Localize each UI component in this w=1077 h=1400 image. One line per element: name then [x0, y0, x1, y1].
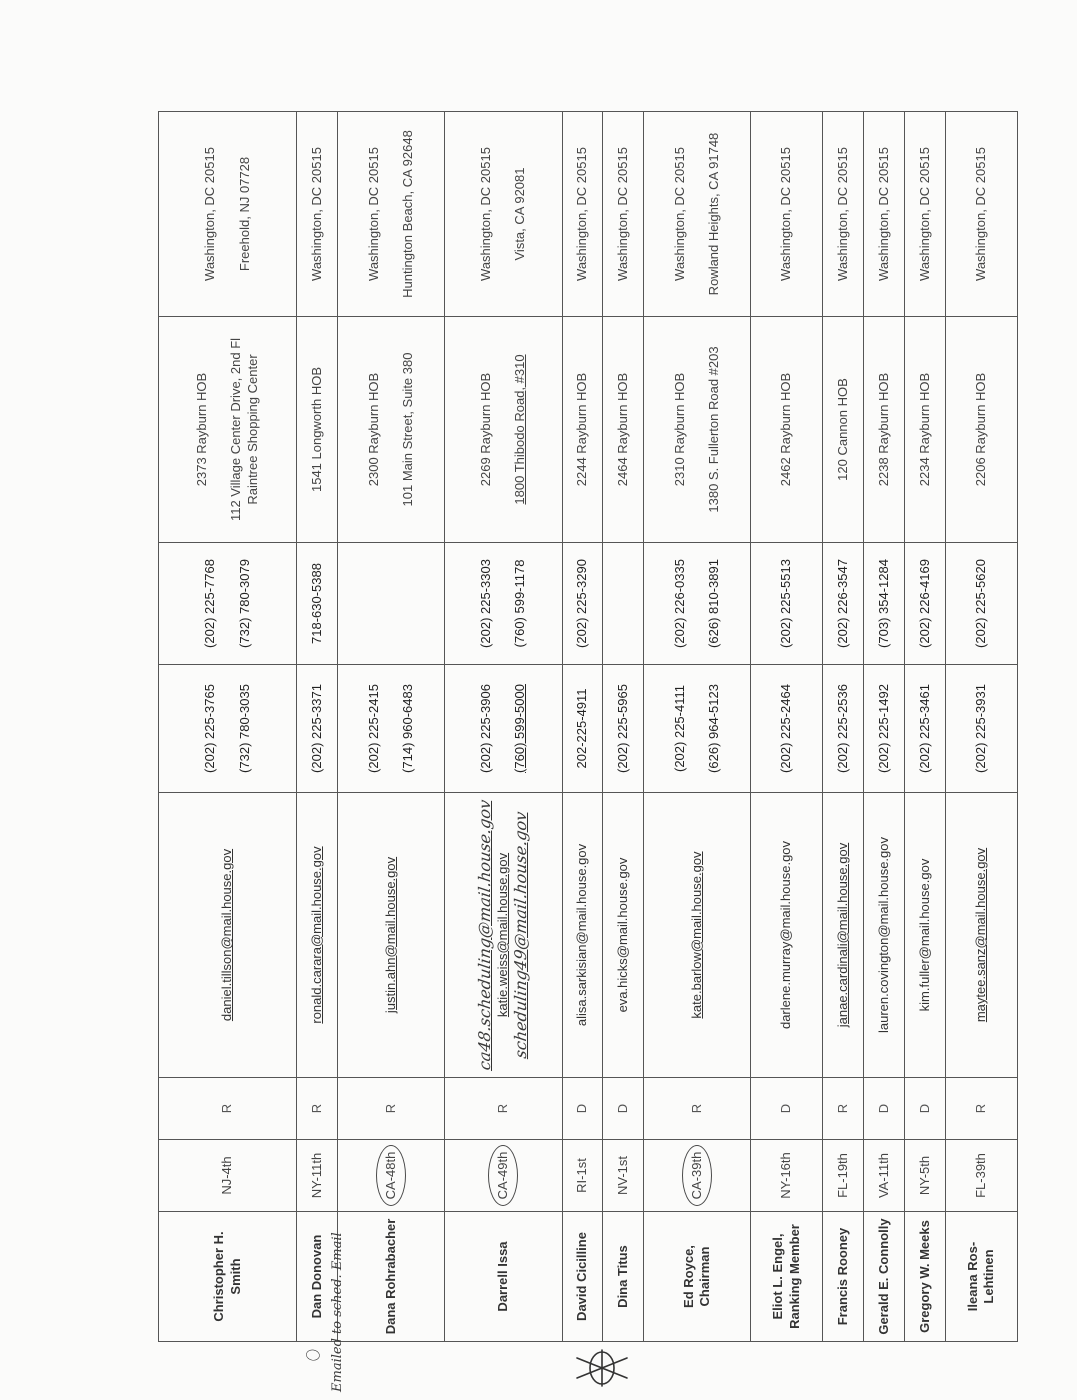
- phone-cell: (202) 225-3461: [904, 665, 945, 793]
- district-city: Vista, CA 92081: [512, 167, 528, 261]
- phone-cell: (202) 225-3371: [297, 665, 338, 793]
- roster-body: [159, 112, 1018, 1342]
- dc-address: 2269 Rayburn HOB: [477, 372, 493, 487]
- email-link[interactable]: justin.ahn@mail.house.gov: [382, 856, 398, 1014]
- phone-cell: 202-225-4911: [562, 665, 603, 793]
- district-address: 112 Village Center Drive, 2nd Fl Raintree Shopping Center: [228, 337, 260, 522]
- address-cell: [337, 317, 444, 543]
- member-name: Dina Titus: [603, 1212, 644, 1342]
- circled-initials-mark: [306, 1349, 321, 1361]
- rotated-table-wrapper: [158, 112, 1018, 1342]
- city-cell: Washington, DC 20515: [864, 112, 905, 317]
- district-circled: CA-39th: [682, 1145, 712, 1207]
- dc-phone: (202) 225-3906: [477, 684, 493, 773]
- district-circled: CA-49th: [488, 1145, 518, 1207]
- member-name: Darrell Issa: [444, 1212, 562, 1342]
- phone-cell: (202) 225-3931: [945, 665, 1017, 793]
- dc-phone: (202) 225-2415: [365, 684, 381, 773]
- city-cell: [644, 112, 751, 317]
- party: D: [751, 1078, 823, 1140]
- fax-cell: (703) 354-1284: [864, 543, 905, 665]
- fax-cell: 718-630-5388: [297, 543, 338, 665]
- address-cell: [644, 317, 751, 543]
- district-address: 1800 Thibodo Road, #310: [512, 354, 528, 505]
- district-city: Huntington Beach, CA 92648: [399, 130, 415, 298]
- handwritten-email-note: ca48.scheduling@mail.house.gov: [474, 798, 494, 1072]
- table-row: [444, 112, 562, 1342]
- email-cell: [444, 793, 562, 1078]
- email-link[interactable]: daniel.tillson@mail.house.gov: [159, 793, 297, 1078]
- party: D: [562, 1078, 603, 1140]
- handwritten-margin-note: Emailed to sched. Email: [330, 1232, 345, 1392]
- dc-city: Washington, DC 20515: [671, 147, 687, 281]
- city-cell: [337, 112, 444, 317]
- fax-cell: [444, 543, 562, 665]
- fax-cell: [159, 543, 297, 665]
- member-name: Eliot L. Engel, Ranking Member: [751, 1212, 823, 1342]
- email-text: eva.hicks@mail.house.gov: [603, 793, 644, 1078]
- table-row: [603, 112, 644, 1342]
- party: R: [644, 1078, 751, 1140]
- fax-cell: (202) 225-5513: [751, 543, 823, 665]
- email-link[interactable]: maytee.sanz@mail.house.gov: [945, 793, 1017, 1078]
- email-text: kim.fuller@mail.house.gov: [904, 793, 945, 1078]
- email-cell: [337, 793, 444, 1078]
- city-cell: Washington, DC 20515: [945, 112, 1017, 317]
- party: R: [297, 1078, 338, 1140]
- district-fax: (626) 810-3891: [706, 559, 722, 648]
- party: R: [337, 1078, 444, 1140]
- district-city: Rowland Heights, CA 91748: [706, 132, 722, 296]
- member-name: Gerald E. Connolly: [864, 1212, 905, 1342]
- fax-cell: [644, 543, 751, 665]
- address-cell: 2464 Rayburn HOB: [603, 317, 644, 543]
- city-cell: [159, 112, 297, 317]
- phone-cell: (202) 225-5965: [603, 665, 644, 793]
- table-row: [904, 112, 945, 1342]
- dc-address: 2373 Rayburn HOB: [194, 372, 210, 487]
- member-name: Francis Rooney: [823, 1212, 864, 1342]
- district: NV-1st: [603, 1140, 644, 1212]
- member-name: Dan Donovan: [297, 1212, 338, 1342]
- phone-cell: (202) 225-2464: [751, 665, 823, 793]
- district-cell: [644, 1140, 751, 1212]
- district-fax: (760) 599-1178: [512, 559, 528, 648]
- email-link[interactable]: janae.cardinali@mail.house.gov: [823, 793, 864, 1078]
- table-row: [297, 112, 338, 1342]
- party: R: [444, 1078, 562, 1140]
- committee-roster-table: [158, 111, 1018, 1342]
- district-phone: (732) 780-3035: [236, 684, 252, 773]
- handwritten-email-note: scheduling49@mail.house.gov: [511, 810, 531, 1060]
- fax-cell: [603, 543, 644, 665]
- district-address: 101 Main Street, Suite 380: [399, 352, 415, 507]
- district-cell: [337, 1140, 444, 1212]
- district: NJ-4th: [159, 1140, 297, 1212]
- fax-cell: (202) 226-4169: [904, 543, 945, 665]
- dc-fax: (202) 226-0335: [671, 559, 687, 648]
- district-address: 1380 S. Fullerton Road #203: [706, 346, 722, 513]
- city-cell: [444, 112, 562, 317]
- margin-note: [360, 1272, 400, 1352]
- city-cell: Washington, DC 20515: [751, 112, 823, 317]
- member-name: Ed Royce, Chairman: [644, 1212, 751, 1342]
- address-cell: 2244 Rayburn HOB: [562, 317, 603, 543]
- phone-cell: [444, 665, 562, 793]
- address-cell: 2234 Rayburn HOB: [904, 317, 945, 543]
- district: VA-11th: [864, 1140, 905, 1212]
- fax-cell: [337, 543, 444, 665]
- margin-star-mark: [572, 1348, 632, 1388]
- phone-cell: [337, 665, 444, 793]
- phone-cell: (202) 225-2536: [823, 665, 864, 793]
- dc-city: Washington, DC 20515: [365, 147, 381, 281]
- party: D: [904, 1078, 945, 1140]
- dc-phone: (202) 225-4111: [671, 685, 687, 772]
- party: D: [603, 1078, 644, 1140]
- dc-address: 2310 Rayburn HOB: [671, 372, 687, 487]
- email-text: alisa.sarkisian@mail.house.gov: [562, 793, 603, 1078]
- table-row: [864, 112, 905, 1342]
- phone-cell: [159, 665, 297, 793]
- fax-cell: (202) 225-5620: [945, 543, 1017, 665]
- dc-city: Washington, DC 20515: [202, 147, 218, 281]
- table-row: [823, 112, 864, 1342]
- district-city: Freehold, NJ 07728: [236, 156, 252, 272]
- city-cell: Washington, DC 20515: [562, 112, 603, 317]
- district-phone: (714) 960-6483: [399, 684, 415, 773]
- email-text: lauren.covington@mail.house.gov: [864, 793, 905, 1078]
- phone-cell: [644, 665, 751, 793]
- dc-address: 2300 Rayburn HOB: [365, 372, 381, 487]
- district: NY-16th: [751, 1140, 823, 1212]
- table-row: [337, 112, 444, 1342]
- address-cell: 2238 Rayburn HOB: [864, 317, 905, 543]
- dc-phone: (202) 225-3765: [202, 684, 218, 773]
- party: R: [823, 1078, 864, 1140]
- phone-cell: (202) 225-1492: [864, 665, 905, 793]
- table-row: [644, 112, 751, 1342]
- address-cell: [159, 317, 297, 543]
- district-fax: (732) 780-3079: [236, 559, 252, 648]
- district: NY-11th: [297, 1140, 338, 1212]
- table-row: [751, 112, 823, 1342]
- member-name: Gregory W. Meeks: [904, 1212, 945, 1342]
- email-link[interactable]: kate.barlow@mail.house.gov: [644, 793, 751, 1078]
- table-row: [159, 112, 297, 1342]
- dc-fax: (202) 225-3303: [477, 559, 493, 648]
- address-cell: 1541 Longworth HOB: [297, 317, 338, 543]
- district-cell: [444, 1140, 562, 1212]
- district-circled: CA-48th: [376, 1145, 406, 1207]
- district-phone: (760) 599-5000: [512, 684, 528, 773]
- party: D: [864, 1078, 905, 1140]
- address-cell: [444, 317, 562, 543]
- city-cell: Washington, DC 20515: [297, 112, 338, 317]
- table-row: [562, 112, 603, 1342]
- district: FL-39th: [945, 1140, 1017, 1212]
- district-phone: (626) 964-5123: [706, 684, 722, 773]
- email-text: darlene.murray@mail.house.gov: [751, 793, 823, 1078]
- member-name: Christopher H. Smith: [159, 1212, 297, 1342]
- member-name: Dana Rohrabacher: [337, 1212, 444, 1342]
- city-cell: Washington, DC 20515: [904, 112, 945, 317]
- table-row: [945, 112, 1017, 1342]
- city-cell: Washington, DC 20515: [823, 112, 864, 317]
- district: FL-19th: [823, 1140, 864, 1212]
- address-cell: 120 Cannon HOB: [823, 317, 864, 543]
- member-name: David Cicilline: [562, 1212, 603, 1342]
- address-cell: 2206 Rayburn HOB: [945, 317, 1017, 543]
- party: R: [159, 1078, 297, 1140]
- fax-cell: (202) 226-3547: [823, 543, 864, 665]
- party: R: [945, 1078, 1017, 1140]
- dc-city: Washington, DC 20515: [477, 147, 493, 281]
- district: RI-1st: [562, 1140, 603, 1212]
- district: NY-5th: [904, 1140, 945, 1212]
- email-link[interactable]: katie.weiss@mail.house.gov: [494, 852, 510, 1018]
- city-cell: Washington, DC 20515: [603, 112, 644, 317]
- dc-fax: (202) 225-7768: [202, 559, 218, 648]
- member-name: Ileana Ros-Lehtinen: [945, 1212, 1017, 1342]
- fax-cell: (202) 225-3290: [562, 543, 603, 665]
- address-cell: 2462 Rayburn HOB: [751, 317, 823, 543]
- email-link[interactable]: ronald.carara@mail.house.gov: [297, 793, 338, 1078]
